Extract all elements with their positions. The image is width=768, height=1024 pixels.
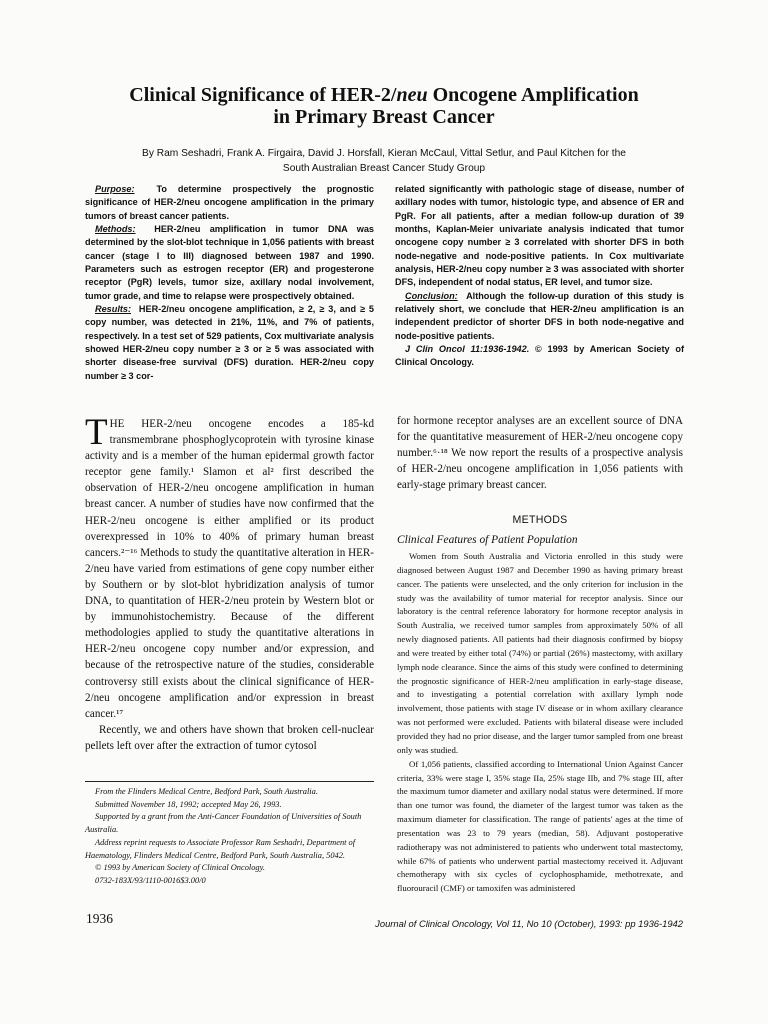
purpose-label: Purpose: bbox=[95, 184, 135, 194]
methods-paragraph-2: Of 1,056 patients, classified according to International Union Against Cancer criteria, 33% were stage I, 35% stage IIa, 25% stage IIb, and 7% stage III, after the maximum tumor diameter and axillary nodal status were determined. If more than one tumor was found, the diameter of the largest tumor was taken as the maximum diameter for classification. The range of patients' ages at the time of presentation was 23 to 79 years (median, 58). Adjuvant postoperative radiotherapy was not administered to patients who underwent total mastectomy, while 67% of patients who underwent partial mastectomy received it. Adjuvant chemotherapy with six cycles of cyclophosphamide, methotrexate, and fluorouracil (CMF) or tamoxifen was administered bbox=[397, 758, 683, 894]
methods-paragraph-1: Women from South Australia and Victoria enrolled in this study were diagnosed between August 1987 and December 1990 as having primary breast cancer. The patients were unselected, and the only criterion for inclusion in the study was the availability of tumor material for receptor analysis. Since our laboratory is the central reference laboratory for hormone receptor analysis in South Australia, we received tumor samples from approximately 50% of all newly diagnosed patients. All patients had their diagnosis confirmed by biopsy and were treated by either total (74%) or partial (26%) mastectomy, with axillary lymph node clearance. Since the aims of this study were confined to determining the prognostic significance of HER-2/neu amplification in early-stage disease, and to investigating a potential correlation with axillary lymph node involvement, those patients with stage IV disease or in whom axillary clearance was not performed were excluded. Patients with bilateral disease were included provided they had no prior disease, and the larger tumor sampled from one breast only was studied. bbox=[397, 551, 683, 755]
footnote-affiliation: From the Flinders Medical Centre, Bedford Park, South Australia. bbox=[95, 787, 318, 796]
abstract-results bbox=[85, 303, 374, 383]
abstract-conclusion bbox=[395, 290, 684, 343]
footnote-reprints: Address reprint requests to Associate Professor Ram Seshadri, Department of Haematology, Flinders Medical Centre, Bedford Park, South Australia, 5042. bbox=[85, 837, 356, 860]
title-line-1-part-b: Oncogene Amplification bbox=[427, 84, 639, 106]
footnote-code: 0732-183X/93/1110-0016$3.00/0 bbox=[95, 875, 206, 885]
conclusion-label: Conclusion: bbox=[405, 290, 458, 301]
citation-copyright: © 1993 by American Society of Clinical Oncology. bbox=[395, 344, 684, 368]
abstract-right-column bbox=[395, 183, 684, 370]
footnote-copyright: © 1993 by American Society of Clinical Oncology. bbox=[95, 863, 265, 873]
abstract-purpose bbox=[85, 183, 374, 223]
intro-paragraph-2: Recently, we and others have shown that broken cell-nuclear pellets left over after the extraction of tumor cytosol bbox=[85, 723, 374, 752]
footnote-support: Supported by a grant from the Anti-Cancer Foundation of Universities of South Australia. bbox=[85, 812, 362, 835]
abstract-citation bbox=[395, 343, 684, 370]
footnote-divider bbox=[85, 781, 374, 782]
article-title bbox=[60, 84, 708, 128]
authors-line-2: South Australian Breast Cancer Study Group bbox=[282, 163, 486, 174]
drop-cap: T bbox=[85, 412, 108, 453]
methods-body bbox=[397, 550, 683, 896]
title-line-2: in Primary Breast Cancer bbox=[273, 106, 495, 128]
intro-paragraph-2-continued: for hormone receptor analyses are an excellent source of DNA for the quantitative measurement of HER-2/neu oncogene copy number.⁶·¹⁸ We now report the results of a prospective analysis of HER-2/neu oncogene amplification in 1,056 patients with early-stage primary breast cancer. bbox=[397, 415, 683, 492]
footnote-dates: Submitted November 18, 1992; accepted May 26, 1993. bbox=[95, 799, 282, 809]
body-right-column bbox=[397, 413, 683, 493]
footnotes bbox=[85, 786, 374, 888]
running-footer: Journal of Clinical Oncology, Vol 11, No 10 (October), 1993: pp 1936-1942 bbox=[375, 918, 683, 929]
methods-heading: METHODS bbox=[512, 514, 568, 526]
citation-journal: J Clin Oncol 11:1936-1942. bbox=[405, 344, 530, 355]
abstract-methods bbox=[85, 223, 374, 303]
conclusion-text: Although the follow-up duration of this study is relatively short, we conclude that HER-2/neu amplification is an independent predictor of shorter DFS in both node-negative and node-positive patients. bbox=[395, 290, 684, 341]
title-line-1-italic: neu bbox=[396, 84, 428, 106]
methods-text: HER-2/neu amplification in tumor DNA was determined by the slot-blot technique in 1,056 patients with breast cancer (stage I to III) diagnosed between 1987 and 1990. Parameters such as estrogen receptor (ER) and progesterone receptor (PgR) levels, tumor size, axillary nodal involvement, tumor grade, and time to relapse were prospectively obtained. bbox=[85, 224, 374, 301]
body-left-column bbox=[85, 412, 374, 754]
intro-paragraph-1-text: HE HER-2/neu oncogene encodes a 185-kd transmembrane phosphoglycoprotein with tyrosine kinase activity and is a member of the human epidermal growth factor receptor gene family.¹ Slamon et al² first described the observation of HER-2/neu oncogene amplification in human breast cancer. A number of studies have now confirmed that the HER-2/neu oncogene is either amplified or its product overexpressed in 10% to 40% of primary human breast cancers.²⁻¹⁶ Methods to study the quantitative alteration in HER-2/neu have varied from estimations of gene copy number either by Southern or by slot-blot hybridization analysis of tumor DNA, to quantitation of HER-2/neu protein by Western blot or by immunohistochemistry. Because of the different methodologies applied to study the quantitative alterations in HER-2/neu oncogene copy number and/or expression, and because of the retrospective nature of the studies, considerable controversy still exists about the clinical significance of HER-2/neu oncogene amplification and/or expression in breast cancer.¹⁷ bbox=[85, 418, 374, 720]
author-list bbox=[80, 146, 688, 176]
results-label: Results: bbox=[95, 304, 132, 315]
methods-label: Methods: bbox=[95, 224, 136, 235]
intro-paragraph-1 bbox=[85, 412, 374, 722]
purpose-text: To determine prospectively the prognostic significance of HER-2/neu oncogene amplification in the primary tumors of breast cancer patients. bbox=[85, 184, 374, 221]
title-line-1-part-a: Clinical Significance of HER-2/ bbox=[129, 84, 397, 106]
title-line-1 bbox=[60, 84, 708, 106]
results-text: HER-2/neu oncogene amplification, ≥ 2, ≥ 3, and ≥ 5 copy number, was detected in 21%, 11%, and 7% of patients, respectively. In a test set of 529 patients, Cox multivariate analysis showed HER-2/neu copy number ≥ 3 or ≥ 5 was associated with shorter disease-free survival (DFS) duration. HER-2/neu copy number ≥ 3 cor- bbox=[85, 304, 374, 381]
authors-line-1: By Ram Seshadri, Frank A. Firgaira, David J. Horsfall, Kieran McCaul, Vittal Setlur, and Paul Kitchen for the bbox=[142, 148, 626, 159]
abstract-left-column bbox=[85, 183, 374, 383]
methods-subheading: Clinical Features of Patient Population bbox=[397, 534, 578, 546]
page-number: 1936 bbox=[86, 911, 113, 926]
abstract-results-continued: related significantly with pathologic stage of disease, number of axillary nodes with tumor, histologic type, and absence of ER and PgR. For all patients, after a median follow-up duration of 39 months, Kaplan-Meier univariate analysis indicated that tumor oncogene copy number ≥ 3 correlated with shorter DFS in both node-negative and node-positive patients. In Cox multivariate analysis, HER-2/neu copy number ≥ 3 was associated with shorter DFS, independent of nodal status, ER level, and tumor size. bbox=[395, 184, 684, 288]
